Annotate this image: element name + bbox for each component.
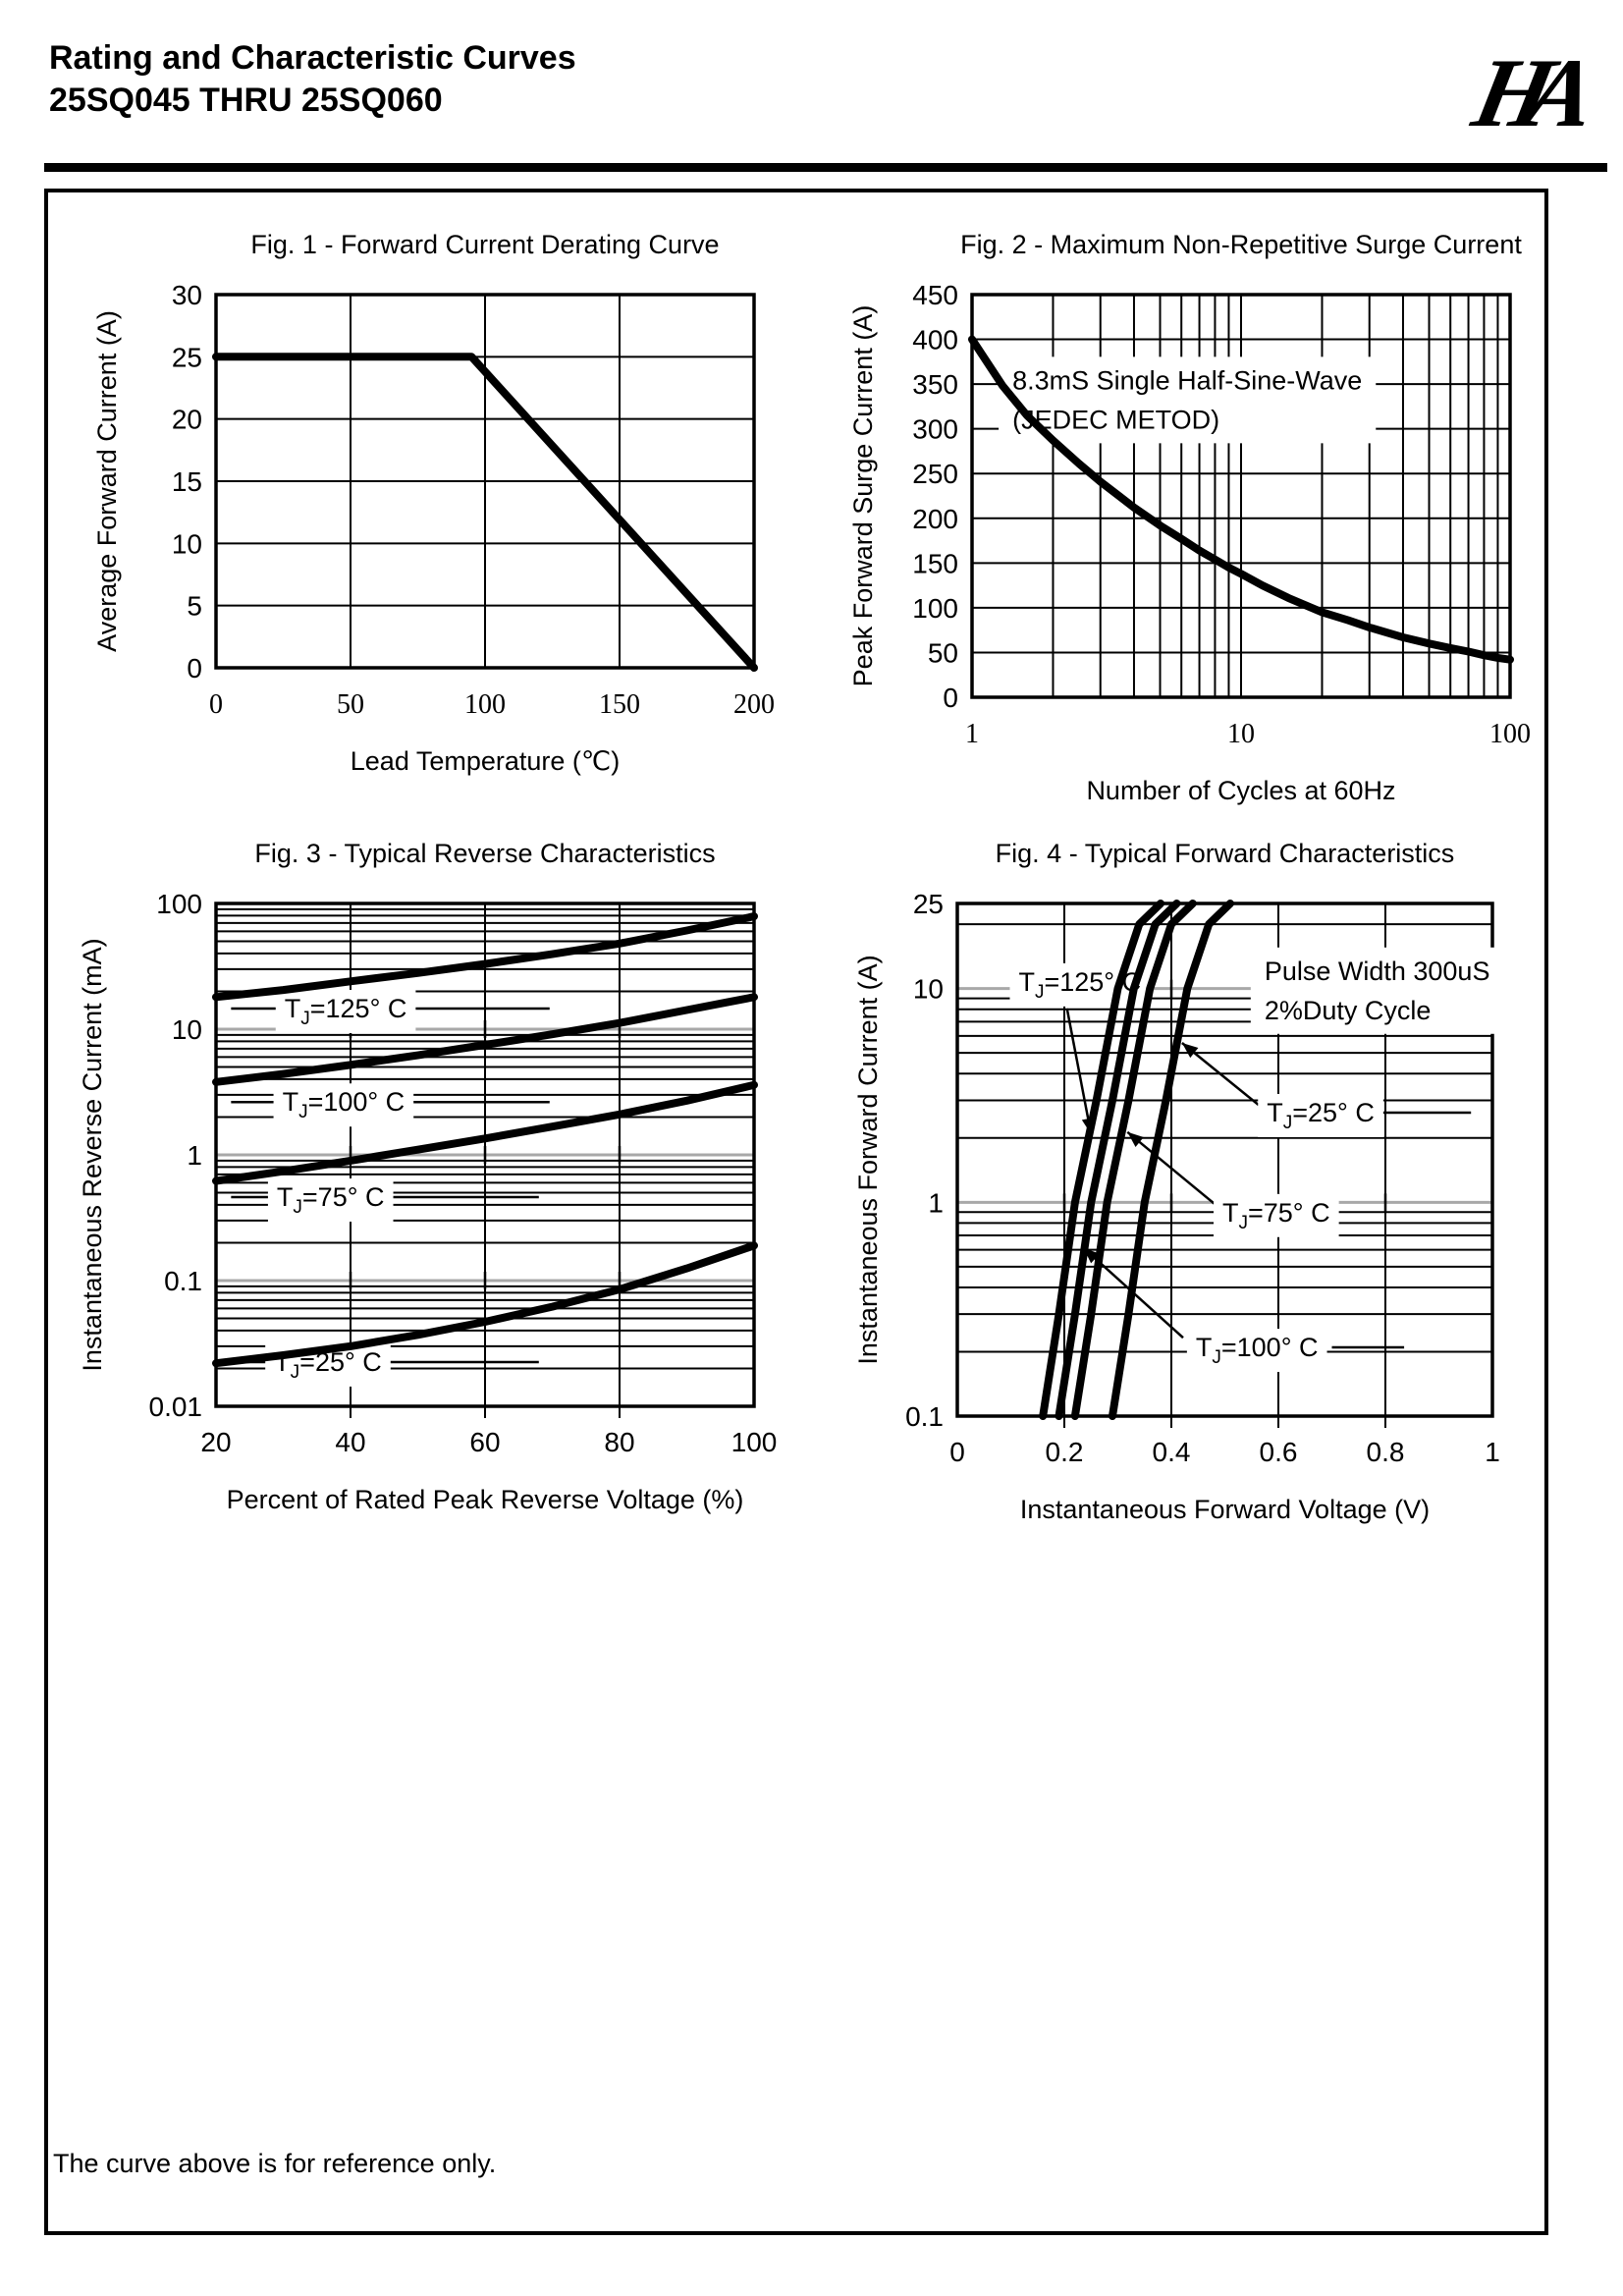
svg-text:20: 20 — [200, 1427, 232, 1457]
svg-text:250: 250 — [912, 459, 958, 490]
svg-text:30: 30 — [171, 280, 202, 310]
svg-text:150: 150 — [599, 689, 640, 720]
fig3-curve-label — [274, 1083, 414, 1126]
svg-text:100: 100 — [730, 1427, 778, 1457]
svg-text:0.1: 0.1 — [905, 1401, 944, 1432]
svg-text:Fig. 1 - Forward Current Derat: Fig. 1 - Forward Current Derating Curve — [250, 230, 720, 259]
svg-text:0.1: 0.1 — [164, 1266, 202, 1296]
fig4-curve-label — [1258, 1094, 1383, 1137]
svg-text:400: 400 — [912, 324, 958, 355]
svg-text:Pulse Width 300uS: Pulse Width 300uS — [1264, 956, 1490, 986]
svg-text:0.4: 0.4 — [1152, 1437, 1191, 1467]
svg-text:10: 10 — [171, 1014, 202, 1045]
svg-text:Peak Forward Surge Current (A): Peak Forward Surge Current (A) — [848, 304, 878, 687]
svg-text:0: 0 — [943, 683, 958, 713]
svg-text:200: 200 — [912, 503, 958, 534]
svg-text:8.3mS Single Half-Sine-Wave: 8.3mS Single Half-Sine-Wave — [1012, 365, 1363, 396]
fig3-group — [78, 839, 777, 1514]
svg-text:10: 10 — [171, 528, 202, 560]
fig4-curve-label — [1214, 1194, 1339, 1237]
svg-text:450: 450 — [912, 280, 958, 310]
svg-text:0.8: 0.8 — [1366, 1437, 1405, 1467]
svg-text:TJ=25° C: $T_J=25^\circ$ C — [1267, 1097, 1375, 1133]
svg-text:0.01: 0.01 — [148, 1392, 202, 1422]
svg-text:1: 1 — [1485, 1437, 1500, 1467]
svg-text:100: 100 — [156, 889, 202, 919]
fig2-group — [848, 230, 1531, 805]
manufacturer-logo: HA — [1464, 38, 1583, 147]
svg-text:200: 200 — [733, 689, 775, 720]
svg-text:350: 350 — [912, 369, 958, 401]
svg-text:100: 100 — [464, 689, 506, 720]
svg-text:40: 40 — [335, 1427, 366, 1457]
svg-text:0.2: 0.2 — [1045, 1437, 1084, 1467]
svg-text:0: 0 — [209, 689, 223, 720]
svg-text:TJ=125° C: $T_J=125^\circ$ C — [1018, 966, 1142, 1003]
fig1-group — [92, 230, 775, 776]
svg-text:50: 50 — [337, 689, 364, 720]
svg-text:25: 25 — [171, 342, 202, 373]
svg-text:0: 0 — [949, 1437, 965, 1467]
fig2-note — [999, 356, 1376, 443]
svg-text:60: 60 — [469, 1427, 501, 1457]
svg-text:0: 0 — [187, 653, 202, 683]
svg-text:300: 300 — [912, 413, 958, 445]
svg-text:TJ=75° C: $T_J=75^\circ$ C — [276, 1182, 385, 1219]
svg-text:TJ=75° C: $T_J=75^\circ$ C — [1222, 1197, 1330, 1233]
svg-text:20: 20 — [171, 404, 202, 435]
svg-text:Instantaneous Reverse Current: Instantaneous Reverse Current (mA) — [78, 938, 107, 1372]
svg-text:1: 1 — [928, 1187, 944, 1219]
svg-text:Average Forward Current (A): Average Forward Current (A) — [92, 310, 122, 652]
svg-text:150: 150 — [912, 548, 958, 579]
svg-text:Instantaneous Forward Voltage: Instantaneous Forward Voltage (V) — [1019, 1495, 1431, 1524]
svg-text:100: 100 — [912, 592, 958, 624]
svg-text:25: 25 — [912, 889, 944, 919]
fig4-note — [1251, 948, 1504, 1034]
fig3-curve-label — [268, 1178, 394, 1222]
svg-text:TJ=25° C: $T_J=25^\circ$ C — [274, 1346, 382, 1383]
svg-text:50: 50 — [927, 637, 958, 669]
svg-text:TJ=125° C: $T_J=125^\circ$ C — [284, 994, 407, 1030]
svg-text:Fig. 2 - Maximum Non-Repetitiv: Fig. 2 - Maximum Non-Repetitive Surge Current — [960, 230, 1522, 259]
svg-text:100: 100 — [1489, 719, 1531, 749]
svg-text:TJ=100° C: $T_J=100^\circ$ C — [282, 1087, 406, 1123]
svg-text:1: 1 — [187, 1140, 202, 1171]
svg-text:1: 1 — [965, 719, 979, 749]
svg-text:Fig. 3 - Typical Reverse Chara: Fig. 3 - Typical Reverse Characteristics — [254, 839, 716, 868]
part-number-range: 25SQ045 THRU 25SQ060 — [49, 82, 443, 119]
svg-text:2%Duty Cycle: 2%Duty Cycle — [1264, 995, 1432, 1025]
svg-text:15: 15 — [171, 466, 202, 497]
svg-text:5: 5 — [187, 590, 202, 622]
reference-note: The curve above is for reference only. — [53, 2149, 497, 2178]
svg-text:10: 10 — [1227, 719, 1255, 749]
svg-text:80: 80 — [604, 1427, 635, 1457]
svg-text:Fig. 4 - Typical Forward Chara: Fig. 4 - Typical Forward Characteristics — [995, 839, 1455, 868]
svg-text:Instantaneous Forward Current: Instantaneous Forward Current (A) — [853, 955, 883, 1365]
fig4-curve-label — [1187, 1329, 1327, 1372]
page-title: Rating and Characteristic Curves — [49, 39, 576, 77]
svg-text:Number of Cycles at 60Hz: Number of Cycles at 60Hz — [1086, 776, 1396, 805]
svg-text:Lead Temperature (℃): Lead Temperature (℃) — [350, 746, 621, 776]
svg-text:(JEDEC METOD): (JEDEC METOD) — [1012, 405, 1220, 435]
fig4-group — [853, 839, 1503, 1524]
svg-text:10: 10 — [912, 973, 944, 1005]
fig3-curve-label — [276, 990, 416, 1033]
svg-text:Percent of Rated Peak Reverse: Percent of Rated Peak Reverse Voltage (%) — [226, 1485, 744, 1514]
svg-text:TJ=100° C: $T_J=100^\circ$ C — [1195, 1333, 1319, 1369]
svg-text:0.6: 0.6 — [1259, 1437, 1298, 1467]
